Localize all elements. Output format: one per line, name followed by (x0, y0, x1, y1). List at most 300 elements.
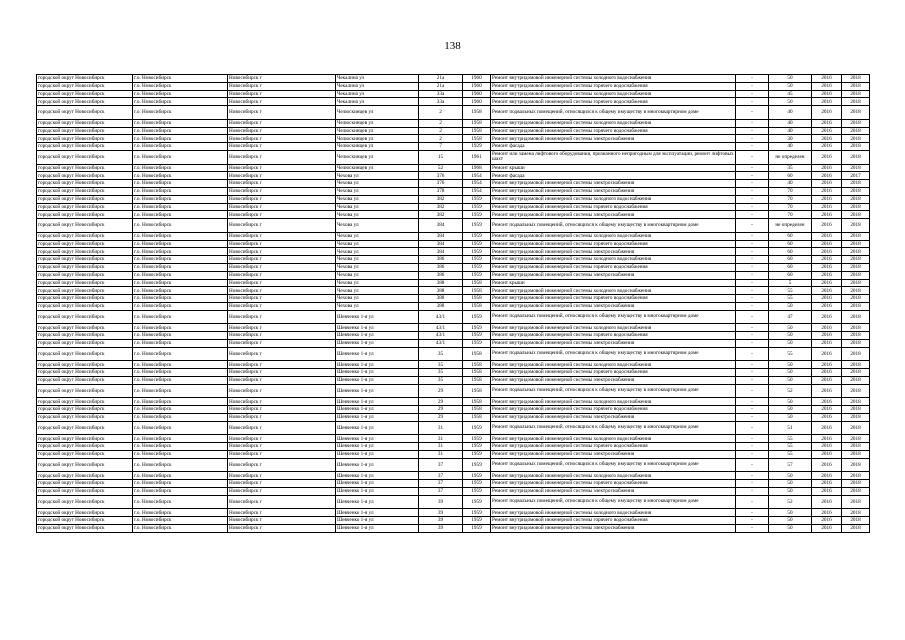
dash-cell: - (736, 361, 769, 369)
street-cell: Шевченко 1-я ул (336, 458, 419, 472)
end-year-cell: 2018 (842, 135, 870, 143)
dash-cell: - (736, 256, 769, 264)
work-type-cell: Ремонт внутридомовой инженерной системы электроснабжения (491, 413, 736, 421)
wear-cell: 50 (769, 480, 812, 488)
table-row (37, 472, 870, 480)
municipality-cell: г.о. Новосибирск (133, 211, 228, 219)
wear-cell: 40 (769, 143, 812, 151)
end-year-cell: 2018 (842, 413, 870, 421)
municipality-cell: г.о. Новосибирск (133, 90, 228, 98)
end-year-cell: 2018 (842, 232, 870, 240)
end-year-cell: 2018 (842, 164, 870, 172)
municipality-cell: г.о. Новосибирск (133, 413, 228, 421)
municipality-cell: г.о. Новосибирск (133, 332, 228, 340)
district-cell: городской округ Новосибирск (37, 143, 133, 151)
work-type-cell: Ремонт внутридомовой инженерной системы электроснабжения (491, 524, 736, 532)
dash-cell: - (736, 369, 769, 377)
table-row (37, 406, 870, 414)
build-year-cell: 1958 (463, 287, 491, 295)
start-year-cell: 2016 (812, 480, 842, 488)
work-type-cell: Ремонт внутридомовой инженерной системы горячего водоснабжения (491, 517, 736, 525)
municipality-cell: г.о. Новосибирск (133, 339, 228, 347)
wear-cell: 50 (769, 302, 812, 310)
work-type-cell: Ремонт внутридомовой инженерной системы горячего водоснабжения (491, 369, 736, 377)
street-cell: Челюскинцев ул (336, 127, 419, 135)
work-type-cell: Ремонт внутридомовой инженерной системы электроснабжения (491, 487, 736, 495)
municipality-cell: г.о. Новосибирск (133, 369, 228, 377)
table-row (37, 232, 870, 240)
municipality-cell: г.о. Новосибирск (133, 135, 228, 143)
district-cell: городской округ Новосибирск (37, 443, 133, 451)
build-year-cell: 1929 (463, 143, 491, 151)
district-cell: городской округ Новосибирск (37, 248, 133, 256)
locality-cell: Новосибирск г (228, 450, 336, 458)
build-year-cell: 1958 (463, 406, 491, 414)
end-year-cell: 2018 (842, 187, 870, 195)
build-year-cell: 1958 (463, 398, 491, 406)
dash-cell: - (736, 458, 769, 472)
end-year-cell: 2018 (842, 106, 870, 120)
street-cell: Чехова ул (336, 240, 419, 248)
street-cell: Чехова ул (336, 203, 419, 211)
build-year-cell: 1954 (463, 187, 491, 195)
dash-cell: - (736, 150, 769, 164)
wear-cell: 50 (769, 517, 812, 525)
wear-cell: 60 (769, 172, 812, 180)
street-cell: Челюскинцев ул (336, 143, 419, 151)
municipality-cell: г.о. Новосибирск (133, 127, 228, 135)
dash-cell: - (736, 248, 769, 256)
dash-cell: - (736, 82, 769, 90)
street-cell: Челюскинцев ул (336, 106, 419, 120)
build-year-cell: 1959 (463, 339, 491, 347)
municipality-cell: г.о. Новосибирск (133, 435, 228, 443)
end-year-cell: 2018 (842, 421, 870, 435)
locality-cell: Новосибирск г (228, 164, 336, 172)
dash-cell: - (736, 90, 769, 98)
work-type-cell: Ремонт внутридомовой инженерной системы горячего водоснабжения (491, 98, 736, 106)
district-cell: городской округ Новосибирск (37, 75, 133, 83)
start-year-cell: 2016 (812, 413, 842, 421)
end-year-cell: 2018 (842, 143, 870, 151)
dash-cell: - (736, 406, 769, 414)
wear-cell: 50 (769, 406, 812, 414)
end-year-cell: 2018 (842, 369, 870, 377)
start-year-cell: 2016 (812, 271, 842, 279)
locality-cell: Новосибирск г (228, 339, 336, 347)
build-year-cell: 1958 (463, 384, 491, 398)
house-number-cell: 31 (419, 450, 463, 458)
wear-cell: 50 (769, 75, 812, 83)
start-year-cell: 2016 (812, 458, 842, 472)
dash-cell: - (736, 324, 769, 332)
wear-cell: 5 (769, 279, 812, 287)
locality-cell: Новосибирск г (228, 332, 336, 340)
dash-cell: - (736, 295, 769, 303)
wear-cell: 50 (769, 82, 812, 90)
work-type-cell: Ремонт внутридомовой инженерной системы горячего водоснабжения (491, 127, 736, 135)
work-type-cell: Ремонт подвальных помещений, относящихся к общему имуществу в многоквартирном доме (491, 458, 736, 472)
table-row (37, 75, 870, 83)
dash-cell: - (736, 332, 769, 340)
dash-cell: - (736, 517, 769, 525)
start-year-cell: 2016 (812, 302, 842, 310)
locality-cell: Новосибирск г (228, 421, 336, 435)
street-cell: Чекалина ул (336, 82, 419, 90)
locality-cell: Новосибирск г (228, 524, 336, 532)
end-year-cell: 2018 (842, 287, 870, 295)
street-cell: Шевченко 1-я ул (336, 524, 419, 532)
table-row (37, 256, 870, 264)
house-number-cell: 388 (419, 295, 463, 303)
municipality-cell: г.о. Новосибирск (133, 384, 228, 398)
dash-cell: - (736, 443, 769, 451)
house-number-cell: 31 (419, 443, 463, 451)
table-row (37, 248, 870, 256)
build-year-cell: 1954 (463, 172, 491, 180)
start-year-cell: 2016 (812, 203, 842, 211)
wear-cell: 60 (769, 256, 812, 264)
start-year-cell: 2016 (812, 106, 842, 120)
table-row (37, 509, 870, 517)
dash-cell: - (736, 413, 769, 421)
dash-cell: - (736, 302, 769, 310)
district-cell: городской округ Новосибирск (37, 203, 133, 211)
locality-cell: Новосибирск г (228, 295, 336, 303)
district-cell: городской округ Новосибирск (37, 421, 133, 435)
locality-cell: Новосибирск г (228, 376, 336, 384)
district-cell: городской округ Новосибирск (37, 524, 133, 532)
municipality-cell: г.о. Новосибирск (133, 472, 228, 480)
house-number-cell: 382 (419, 203, 463, 211)
locality-cell: Новосибирск г (228, 406, 336, 414)
house-number-cell: 39 (419, 517, 463, 525)
street-cell: Чехова ул (336, 248, 419, 256)
table-row (37, 361, 870, 369)
start-year-cell: 2016 (812, 347, 842, 361)
municipality-cell: г.о. Новосибирск (133, 195, 228, 203)
end-year-cell: 2018 (842, 472, 870, 480)
table-row (37, 324, 870, 332)
end-year-cell: 2018 (842, 332, 870, 340)
start-year-cell: 2016 (812, 339, 842, 347)
end-year-cell: 2018 (842, 324, 870, 332)
house-number-cell: 37 (419, 472, 463, 480)
build-year-cell: 1959 (463, 458, 491, 472)
end-year-cell: 2018 (842, 263, 870, 271)
street-cell: Шевченко 1-я ул (336, 310, 419, 324)
wear-cell: 70 (769, 211, 812, 219)
dash-cell: - (736, 135, 769, 143)
district-cell: городской округ Новосибирск (37, 164, 133, 172)
house-number-cell: 386 (419, 263, 463, 271)
street-cell: Шевченко 1-я ул (336, 435, 419, 443)
end-year-cell: 2018 (842, 219, 870, 233)
district-cell: городской округ Новосибирск (37, 295, 133, 303)
work-type-cell: Ремонт внутридомовой инженерной системы холодного водоснабжения (491, 287, 736, 295)
street-cell: Шевченко 1-я ул (336, 369, 419, 377)
work-type-cell: Ремонт фасада (491, 143, 736, 151)
locality-cell: Новосибирск г (228, 256, 336, 264)
house-number-cell: 31 (419, 421, 463, 435)
district-cell: городской округ Новосибирск (37, 240, 133, 248)
wear-cell: 55 (769, 435, 812, 443)
end-year-cell: 2018 (842, 487, 870, 495)
dash-cell: - (736, 421, 769, 435)
build-year-cell: 1959 (463, 421, 491, 435)
build-year-cell: 1958 (463, 413, 491, 421)
street-cell: Шевченко 1-я ул (336, 339, 419, 347)
wear-cell: 50 (769, 376, 812, 384)
table-row (37, 413, 870, 421)
work-type-cell: Ремонт подвальных помещений, относящихся к общему имуществу в многоквартирном доме (491, 106, 736, 120)
table-row (37, 127, 870, 135)
start-year-cell: 2016 (812, 443, 842, 451)
locality-cell: Новосибирск г (228, 487, 336, 495)
dash-cell: - (736, 384, 769, 398)
district-cell: городской округ Новосибирск (37, 263, 133, 271)
district-cell: городской округ Новосибирск (37, 413, 133, 421)
start-year-cell: 2016 (812, 369, 842, 377)
dash-cell: - (736, 435, 769, 443)
build-year-cell: 1959 (463, 524, 491, 532)
build-year-cell: 1959 (463, 271, 491, 279)
street-cell: Шевченко 1-я ул (336, 487, 419, 495)
build-year-cell: 1954 (463, 180, 491, 188)
work-type-cell: Ремонт внутридомовой инженерной системы электроснабжения (491, 187, 736, 195)
start-year-cell: 2016 (812, 232, 842, 240)
municipality-cell: г.о. Новосибирск (133, 347, 228, 361)
wear-cell: 50 (769, 361, 812, 369)
work-type-cell: Ремонт внутридомовой инженерной системы холодного водоснабжения (491, 361, 736, 369)
dash-cell: - (736, 376, 769, 384)
dash-cell: - (736, 287, 769, 295)
house-number-cell: 7 (419, 143, 463, 151)
build-year-cell: 1958 (463, 295, 491, 303)
end-year-cell: 2018 (842, 98, 870, 106)
street-cell: Чекалина ул (336, 75, 419, 83)
start-year-cell: 2016 (812, 143, 842, 151)
build-year-cell: 1958 (463, 135, 491, 143)
district-cell: городской округ Новосибирск (37, 82, 133, 90)
start-year-cell: 2016 (812, 195, 842, 203)
build-year-cell: 1958 (463, 347, 491, 361)
work-type-cell: Ремонт внутридомовой инженерной системы холодного водоснабжения (491, 256, 736, 264)
house-number-cell: 35 (419, 347, 463, 361)
district-cell: городской округ Новосибирск (37, 119, 133, 127)
start-year-cell: 2016 (812, 517, 842, 525)
house-number-cell: 384 (419, 248, 463, 256)
street-cell: Шевченко 1-я ул (336, 384, 419, 398)
work-type-cell: Ремонт внутридомовой инженерной системы электроснабжения (491, 302, 736, 310)
dash-cell: - (736, 172, 769, 180)
wear-cell: 60 (769, 248, 812, 256)
end-year-cell: 2018 (842, 339, 870, 347)
start-year-cell: 2016 (812, 361, 842, 369)
end-year-cell: 2018 (842, 82, 870, 90)
municipality-cell: г.о. Новосибирск (133, 248, 228, 256)
dash-cell: - (736, 398, 769, 406)
end-year-cell: 2018 (842, 361, 870, 369)
district-cell: городской округ Новосибирск (37, 310, 133, 324)
district-cell: городской округ Новосибирск (37, 287, 133, 295)
district-cell: городской округ Новосибирск (37, 135, 133, 143)
municipality-cell: г.о. Новосибирск (133, 421, 228, 435)
table-row (37, 119, 870, 127)
build-year-cell: 1959 (463, 232, 491, 240)
district-cell: городской округ Новосибирск (37, 332, 133, 340)
locality-cell: Новосибирск г (228, 75, 336, 83)
dash-cell: - (736, 279, 769, 287)
page-number: 138 (444, 40, 461, 52)
house-number-cell: 39 (419, 495, 463, 509)
wear-cell: 40 (769, 180, 812, 188)
district-cell: городской округ Новосибирск (37, 219, 133, 233)
district-cell: городской округ Новосибирск (37, 127, 133, 135)
wear-cell: 50 (769, 98, 812, 106)
district-cell: городской округ Новосибирск (37, 458, 133, 472)
municipality-cell: г.о. Новосибирск (133, 106, 228, 120)
house-number-cell: 39 (419, 524, 463, 532)
dash-cell: - (736, 75, 769, 83)
wear-cell: 55 (769, 295, 812, 303)
table-row (37, 332, 870, 340)
start-year-cell: 2016 (812, 376, 842, 384)
work-type-cell: Ремонт внутридомовой инженерной системы электроснабжения (491, 248, 736, 256)
dash-cell: - (736, 219, 769, 233)
table-row (37, 263, 870, 271)
house-number-cell: 384 (419, 240, 463, 248)
dash-cell: - (736, 240, 769, 248)
table-row (37, 435, 870, 443)
wear-cell: не определен (769, 219, 812, 233)
house-number-cell: 33а (419, 98, 463, 106)
table-row (37, 517, 870, 525)
district-cell: городской округ Новосибирск (37, 376, 133, 384)
district-cell: городской округ Новосибирск (37, 271, 133, 279)
start-year-cell: 2016 (812, 279, 842, 287)
municipality-cell: г.о. Новосибирск (133, 271, 228, 279)
wear-cell: 50 (769, 524, 812, 532)
table-row (37, 150, 870, 164)
district-cell: городской округ Новосибирск (37, 495, 133, 509)
table-row (37, 347, 870, 361)
municipality-cell: г.о. Новосибирск (133, 219, 228, 233)
wear-cell: 70 (769, 195, 812, 203)
district-cell: городской округ Новосибирск (37, 347, 133, 361)
locality-cell: Новосибирск г (228, 180, 336, 188)
work-type-cell: Ремонт внутридомовой инженерной системы электроснабжения (491, 339, 736, 347)
locality-cell: Новосибирск г (228, 203, 336, 211)
end-year-cell: 2018 (842, 450, 870, 458)
work-type-cell: Ремонт внутридомовой инженерной системы горячего водоснабжения (491, 443, 736, 451)
table-row (37, 310, 870, 324)
wear-cell: 50 (769, 332, 812, 340)
work-type-cell: Ремонт внутридомовой инженерной системы электроснабжения (491, 376, 736, 384)
wear-cell: 55 (769, 443, 812, 451)
locality-cell: Новосибирск г (228, 369, 336, 377)
municipality-cell: г.о. Новосибирск (133, 509, 228, 517)
work-type-cell: Ремонт подвальных помещений, относящихся к общему имуществу в многоквартирном доме (491, 219, 736, 233)
start-year-cell: 2016 (812, 450, 842, 458)
table-row (37, 302, 870, 310)
dash-cell: - (736, 143, 769, 151)
street-cell: Чехова ул (336, 187, 419, 195)
start-year-cell: 2016 (812, 150, 842, 164)
district-cell: городской округ Новосибирск (37, 472, 133, 480)
build-year-cell: 1958 (463, 119, 491, 127)
build-year-cell: 1958 (463, 302, 491, 310)
build-year-cell: 1961 (463, 150, 491, 164)
end-year-cell: 2017 (842, 172, 870, 180)
street-cell: Шевченко 1-я ул (336, 413, 419, 421)
wear-cell: 70 (769, 203, 812, 211)
municipality-cell: г.о. Новосибирск (133, 240, 228, 248)
table-row (37, 271, 870, 279)
start-year-cell: 2016 (812, 90, 842, 98)
house-number-cell: 382 (419, 211, 463, 219)
table-row (37, 98, 870, 106)
district-cell: городской округ Новосибирск (37, 256, 133, 264)
municipality-cell: г.о. Новосибирск (133, 458, 228, 472)
wear-cell: 35 (769, 164, 812, 172)
build-year-cell: 1959 (463, 332, 491, 340)
build-year-cell: 1959 (463, 443, 491, 451)
build-year-cell: 1959 (463, 195, 491, 203)
municipality-cell: г.о. Новосибирск (133, 443, 228, 451)
house-number-cell: 21а (419, 75, 463, 83)
street-cell: Чехова ул (336, 287, 419, 295)
locality-cell: Новосибирск г (228, 150, 336, 164)
dash-cell: - (736, 472, 769, 480)
district-cell: городской округ Новосибирск (37, 279, 133, 287)
district-cell: городской округ Новосибирск (37, 398, 133, 406)
table-row (37, 369, 870, 377)
start-year-cell: 2016 (812, 472, 842, 480)
dash-cell: - (736, 106, 769, 120)
end-year-cell: 2018 (842, 203, 870, 211)
street-cell: Чехова ул (336, 219, 419, 233)
locality-cell: Новосибирск г (228, 509, 336, 517)
start-year-cell: 2016 (812, 398, 842, 406)
wear-cell: 57 (769, 458, 812, 472)
build-year-cell: 1959 (463, 263, 491, 271)
table-row (37, 164, 870, 172)
start-year-cell: 2016 (812, 487, 842, 495)
work-type-cell: Ремонт внутридомовой инженерной системы горячего водоснабжения (491, 263, 736, 271)
dash-cell: - (736, 495, 769, 509)
municipality-cell: г.о. Новосибирск (133, 279, 228, 287)
locality-cell: Новосибирск г (228, 211, 336, 219)
locality-cell: Новосибирск г (228, 143, 336, 151)
dash-cell: - (736, 271, 769, 279)
end-year-cell: 2018 (842, 524, 870, 532)
locality-cell: Новосибирск г (228, 361, 336, 369)
end-year-cell: 2018 (842, 211, 870, 219)
house-number-cell: 37 (419, 480, 463, 488)
wear-cell: 50 (769, 339, 812, 347)
start-year-cell: 2016 (812, 524, 842, 532)
work-type-cell: Ремонт внутридомовой инженерной системы холодного водоснабжения (491, 398, 736, 406)
table-row (37, 203, 870, 211)
build-year-cell: 1959 (463, 472, 491, 480)
street-cell: Шевченко 1-я ул (336, 421, 419, 435)
build-year-cell: 1959 (463, 480, 491, 488)
district-cell: городской округ Новосибирск (37, 324, 133, 332)
street-cell: Челюскинцев ул (336, 164, 419, 172)
municipality-cell: г.о. Новосибирск (133, 287, 228, 295)
wear-cell: 55 (769, 450, 812, 458)
